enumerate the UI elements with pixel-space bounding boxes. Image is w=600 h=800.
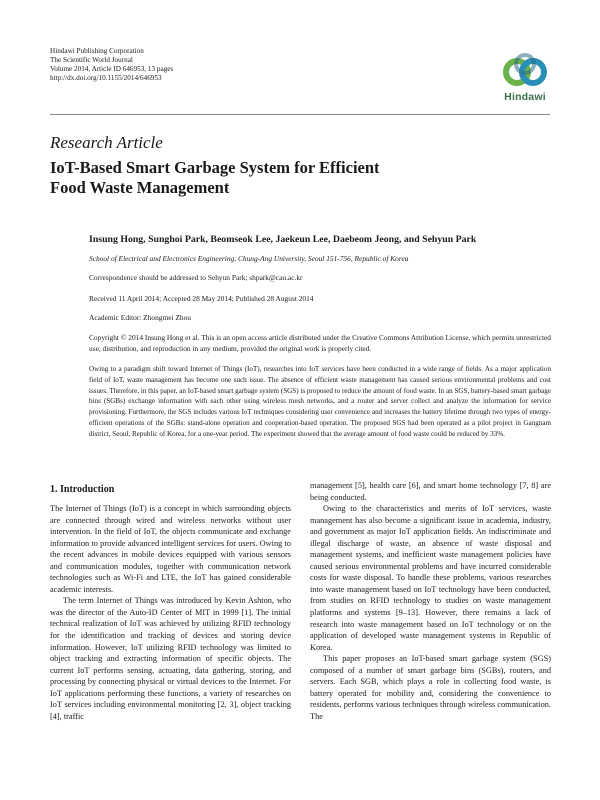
- title-line-1: IoT-Based Smart Garbage System for Efficient: [50, 158, 380, 177]
- header-rule: [50, 114, 550, 115]
- paragraph: The Internet of Things (IoT) is a concept in which surrounding objects are connected through wired and wireless networks without user intervention. In the field of IoT, the objects communicate and exchange information to provide advanced intelligent services for users. Owing to the recent advances in mobile devices equipped with various sensors and communication modules, together with communication network technologies such as Wi-Fi and LTE, the IoT has gained considerable academic interests.: [50, 504, 291, 594]
- title-line-2: Food Waste Management: [50, 178, 230, 197]
- paragraph: This paper proposes an IoT-based smart garbage system (SGS) composed of a number of smart garbage bins (SGBs), routers, and servers. Each SGB, which plays a role in collecting food waste, is battery operated for mobility and, considering the convenience to residents, performs various techniques through wireless communication. The: [310, 654, 551, 721]
- logo-text: Hindawi: [504, 91, 546, 103]
- journal-header: [50, 47, 173, 83]
- publication-dates: Received 11 April 2014; Accepted 28 May 2014; Published 28 August 2014: [89, 294, 314, 303]
- article-type: Research Article: [50, 133, 163, 152]
- academic-editor: Academic Editor: Zhongmei Zhou: [89, 313, 192, 322]
- paragraph: Owing to the characteristics and merits of IoT services, waste management has also become a significant issue in academia, industry, and government as major IoT application fields. An indiscriminate and illegal discharge of waste, an absence of waste disposal and management systems, and inefficient waste management policies have caused serious environmental problems and have incurred considerable costs for waste disposal. To handle these problems, various researches into waste management based on IoT technology have been conducted, from studies on RFID technology to studies on waste management platforms and systems [9–13]. However, there remains a lack of research into waste management based on IoT technology or on the application of developed waste management systems in Republic of Korea.: [310, 504, 551, 652]
- volume-line: Volume 2014, Article ID 646953, 13 pages: [50, 65, 174, 73]
- right-column: [310, 480, 551, 722]
- publisher: Hindawi Publishing Corporation: [50, 47, 144, 55]
- section-heading: 1. Introduction: [50, 484, 115, 495]
- paper-title: [50, 158, 550, 198]
- paragraph: management [5], health care [6], and smart home technology [7, 8] are being conducted.: [310, 481, 551, 502]
- journal-name: The Scientific World Journal: [50, 56, 133, 64]
- paragraph: The term Internet of Things was introduced by Kevin Ashton, who was the director of the Auto-ID Center of MIT in 1999 [1]. The initial technical realization of IoT was achieved by utilizing RFID technology for the identification and tracking of devices and storing device information. However, IoT utilizing RFID technology was limited to object tracking and extracting information of specific objects. The current IoT performs sensing, actuating, data gathering, storing, and processing by connecting physical or virtual devices to the Internet. For IoT applications performing these functions, a variety of researches on IoT services including environmental monitoring [2, 3], object tracking [4], traffic: [50, 596, 291, 721]
- author-list: Insung Hong, Sunghoi Park, Beomseok Lee, Jaekeun Lee, Daebeom Jeong, and Sehyun Park: [89, 234, 477, 245]
- doi-link[interactable]: http://dx.doi.org/10.1155/2014/646953: [50, 74, 162, 82]
- copyright-notice: Copyright © 2014 Insung Hong et al. This is an open access article distributed under the Creative Commons Attribution License, which permits unrestricted use, distribution, and reproduction in any medium, provided the original work is properly cited.: [89, 333, 551, 353]
- left-column: [50, 503, 291, 722]
- abstract: Owing to a paradigm shift toward Internet of Things (IoT), researches into IoT services have been conducted in a wide range of fields. As a major application field of IoT, waste management has become one such issue. The absence of efficient waste management has caused serious environmental problems and cost issues. Therefore, in this paper, an IoT-based smart garbage system (SGS) is proposed to reduce the amount of food waste. In an SGS, battery-based smart garbage bins (SGBs) exchange information with each other using wireless mesh networks, and a router and server collect and analyze the information for service provisioning. Furthermore, the SGS includes various IoT techniques considering user convenience and increases the battery lifetime through two types of energy-efficient operations of the SGBs: stand-alone operation and cooperation-based operation. The proposed SGS had been operated as a pilot project in Gangnam district, Seoul, Republic of Korea, for a one-year period. The experiment showed that the average amount of food waste could be reduced by 33%.: [89, 365, 551, 438]
- affiliation: School of Electrical and Electronics Engineering, Chung-Ang University, Seoul 151-756, Republic of Korea: [89, 254, 409, 263]
- correspondence: Correspondence should be addressed to Sehyun Park; shpark@cau.ac.kr: [89, 273, 303, 282]
